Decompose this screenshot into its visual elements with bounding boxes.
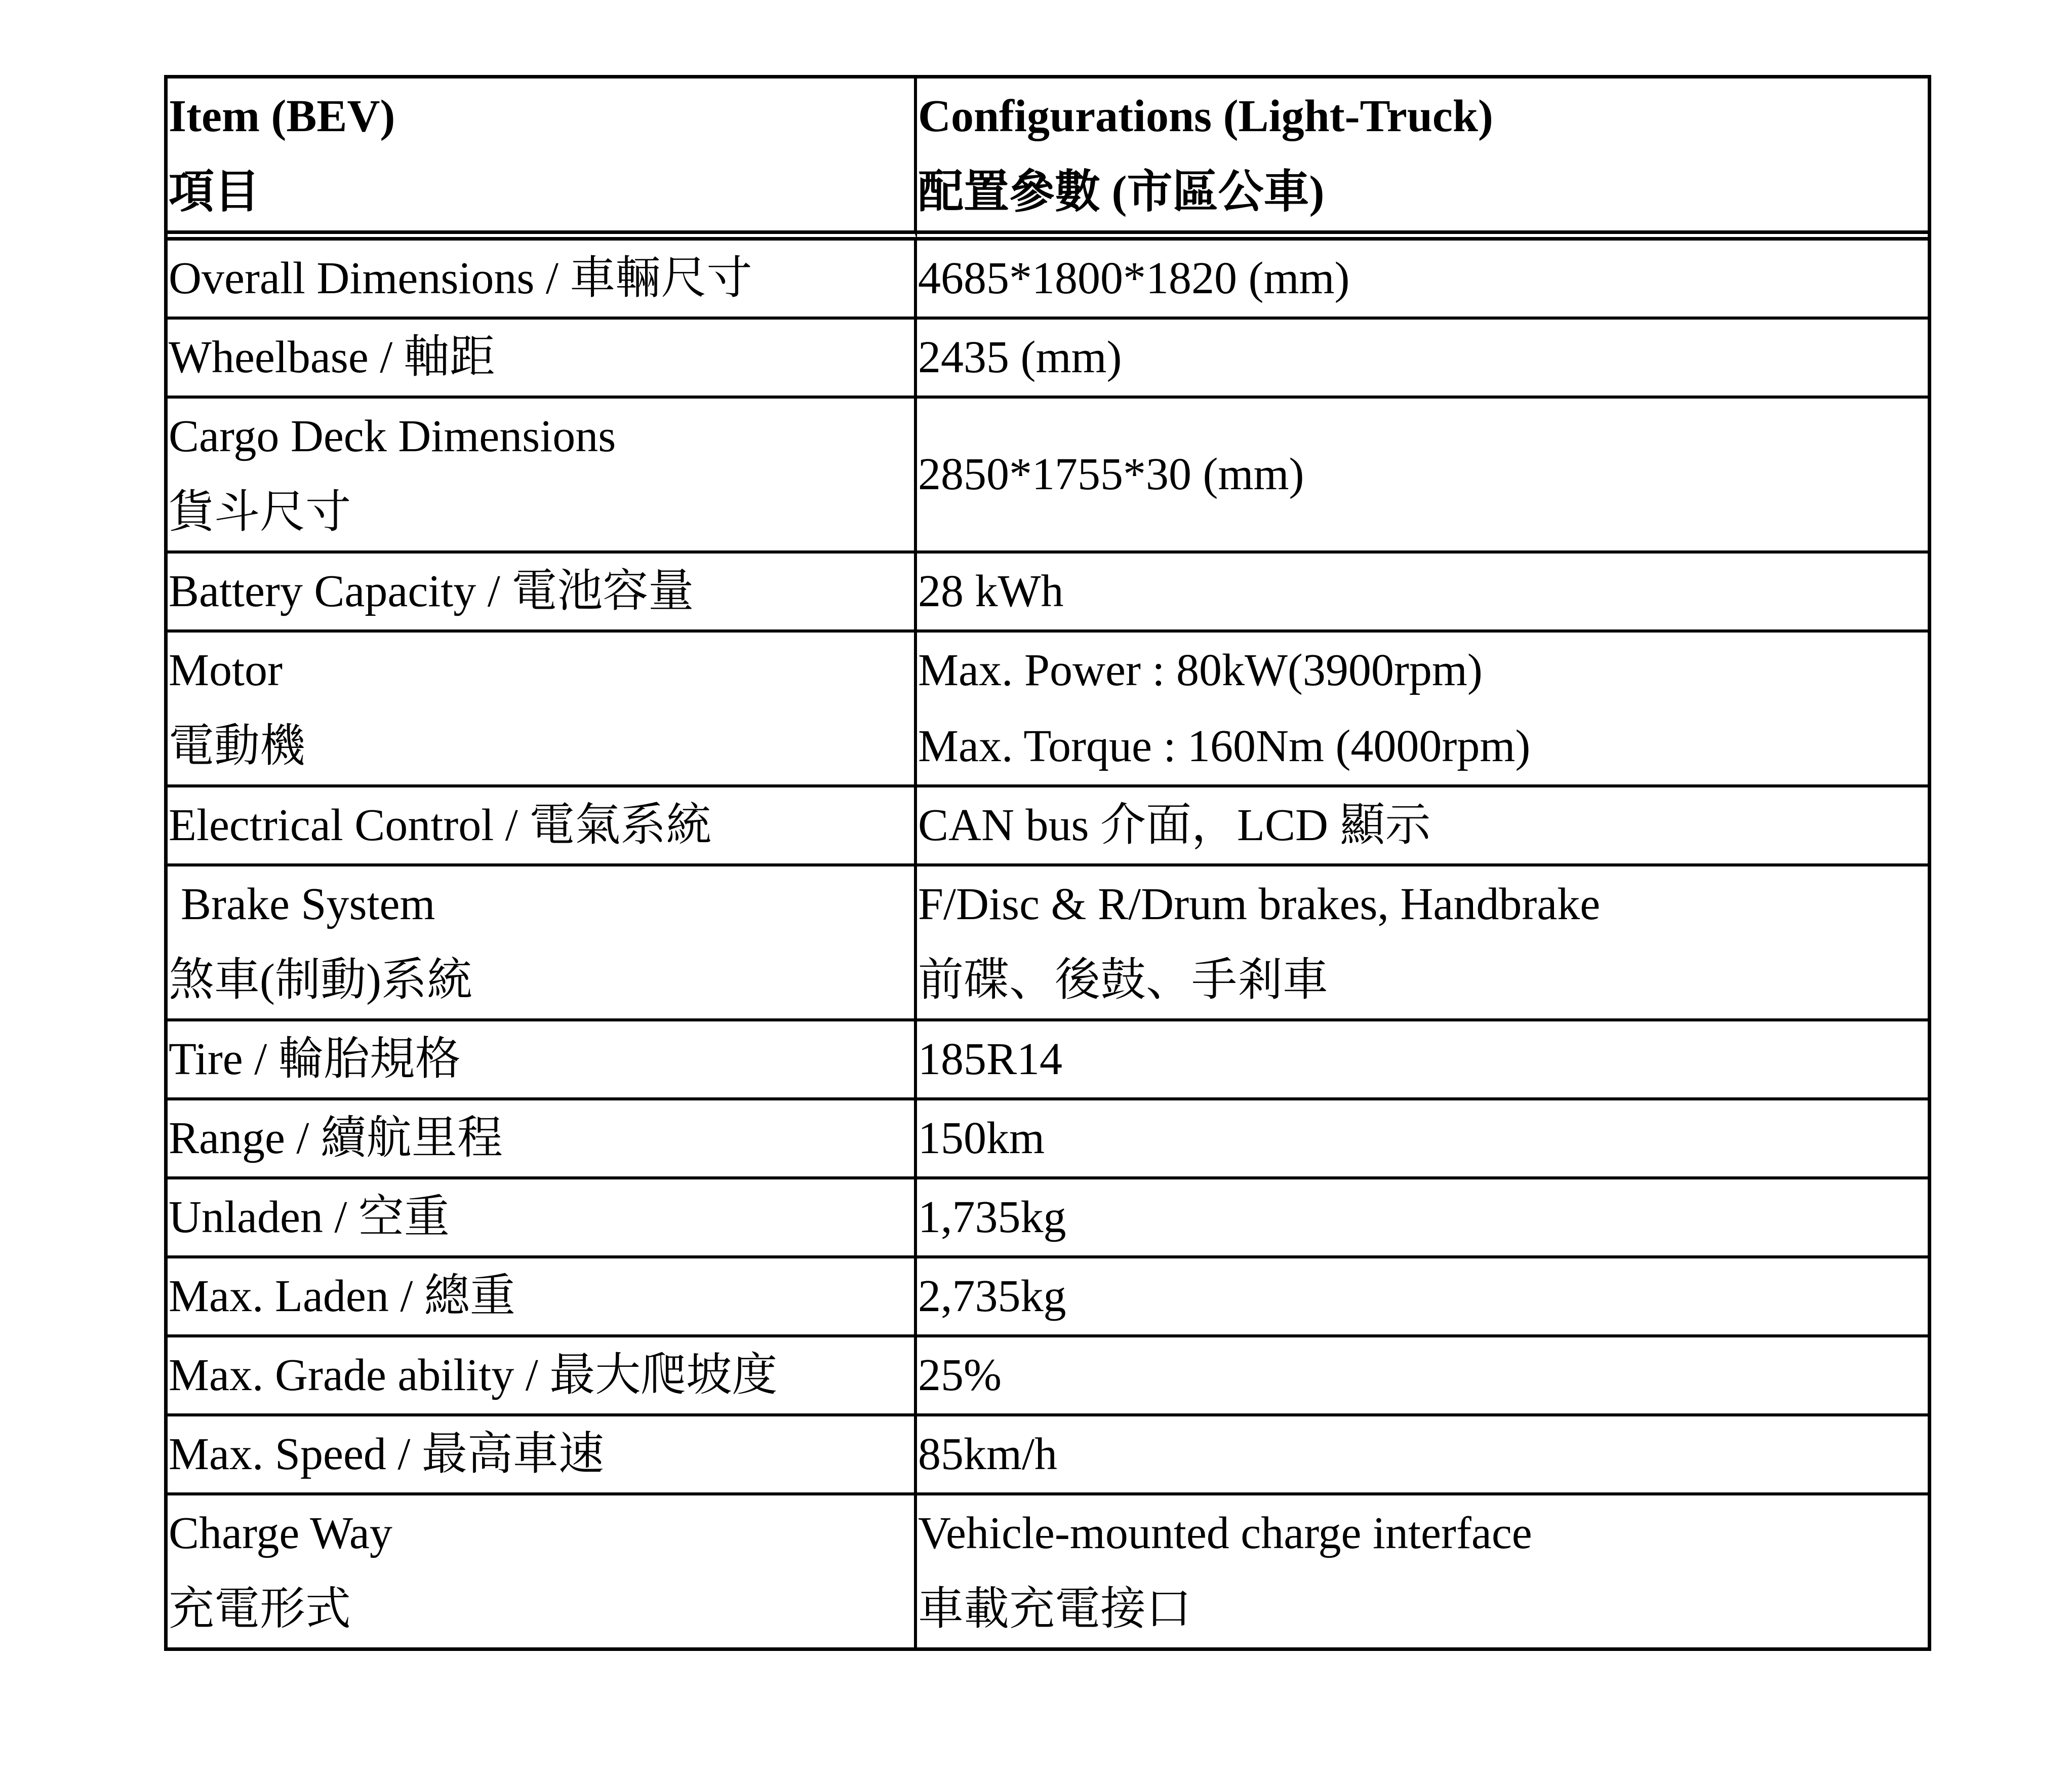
item-cell: Tire / 輪胎規格 bbox=[168, 1021, 917, 1100]
table-row bbox=[168, 1100, 1928, 1179]
header-config-zh: 配置參數 (市區公車) bbox=[918, 167, 1325, 217]
value-cell: 150km bbox=[917, 1100, 1928, 1179]
item-zh: 貨斗尺寸 bbox=[169, 487, 351, 537]
header-config-en: Configurations (Light-Truck) bbox=[918, 91, 1493, 141]
table-header-row bbox=[168, 78, 1928, 241]
table-row bbox=[168, 241, 1928, 320]
value-cell bbox=[917, 866, 1928, 1021]
table-row bbox=[168, 866, 1928, 1021]
item-cell bbox=[168, 633, 917, 787]
item-cell: Wheelbase / 軸距 bbox=[168, 320, 917, 399]
item-cell bbox=[168, 1495, 917, 1647]
value-en: Vehicle-mounted charge interface bbox=[918, 1508, 1532, 1558]
table-row bbox=[168, 1337, 1928, 1416]
value-cell: 185R14 bbox=[917, 1021, 1928, 1100]
value-cell: 4685*1800*1820 (mm) bbox=[917, 241, 1928, 320]
item-cell: Electrical Control / 電氣系統 bbox=[168, 787, 917, 866]
header-config-cell bbox=[917, 78, 1928, 241]
table-row bbox=[168, 633, 1928, 787]
value-zh: 前碟、後鼓、手剎車 bbox=[918, 955, 1328, 1005]
item-en: Charge Way bbox=[169, 1508, 392, 1558]
item-cell: Unladen / 空重 bbox=[168, 1179, 917, 1258]
value-cell: 2,735kg bbox=[917, 1258, 1928, 1337]
value-cell bbox=[917, 633, 1928, 787]
table-row bbox=[168, 1416, 1928, 1495]
item-cell: Max. Grade ability / 最大爬坡度 bbox=[168, 1337, 917, 1416]
value-cell bbox=[917, 1495, 1928, 1647]
value-line: Max. Power : 80kW(3900rpm) bbox=[918, 645, 1483, 695]
table-row bbox=[168, 1258, 1928, 1337]
item-cell: Battery Capacity / 電池容量 bbox=[168, 554, 917, 633]
value-cell: 2850*1755*30 (mm) bbox=[917, 399, 1928, 554]
item-zh: 電動機 bbox=[169, 721, 305, 771]
spec-table bbox=[164, 75, 1931, 1651]
table-row bbox=[168, 1495, 1928, 1647]
item-cell bbox=[168, 399, 917, 554]
item-cell: Max. Laden / 總重 bbox=[168, 1258, 917, 1337]
value-cell: 85km/h bbox=[917, 1416, 1928, 1495]
header-item-en: Item (BEV) bbox=[169, 91, 395, 141]
table-row bbox=[168, 399, 1928, 554]
table-row bbox=[168, 1021, 1928, 1100]
value-line: Max. Torque : 160Nm (4000rpm) bbox=[918, 721, 1531, 771]
value-cell: 2435 (mm) bbox=[917, 320, 1928, 399]
value-en: F/Disc & R/Drum brakes, Handbrake bbox=[918, 879, 1601, 929]
value-cell: 1,735kg bbox=[917, 1179, 1928, 1258]
item-en: Cargo Deck Dimensions bbox=[169, 411, 616, 461]
item-zh: 充電形式 bbox=[169, 1584, 351, 1634]
item-en: Brake System bbox=[181, 879, 435, 929]
value-zh: 車載充電接口 bbox=[918, 1584, 1191, 1634]
item-en: Motor bbox=[169, 645, 283, 695]
value-cell: 28 kWh bbox=[917, 554, 1928, 633]
item-zh: 煞車(制動)系統 bbox=[169, 955, 472, 1005]
value-cell: CAN bus 介面，LCD 顯示 bbox=[917, 787, 1928, 866]
table-row bbox=[168, 554, 1928, 633]
table-row bbox=[168, 320, 1928, 399]
header-item-zh: 項目 bbox=[169, 167, 260, 217]
item-cell: Overall Dimensions / 車輛尺寸 bbox=[168, 241, 917, 320]
item-cell: Range / 續航里程 bbox=[168, 1100, 917, 1179]
value-cell: 25% bbox=[917, 1337, 1928, 1416]
item-cell: Max. Speed / 最高車速 bbox=[168, 1416, 917, 1495]
header-item-cell bbox=[168, 78, 917, 241]
item-cell bbox=[168, 866, 917, 1021]
table-row bbox=[168, 1179, 1928, 1258]
table-row bbox=[168, 787, 1928, 866]
